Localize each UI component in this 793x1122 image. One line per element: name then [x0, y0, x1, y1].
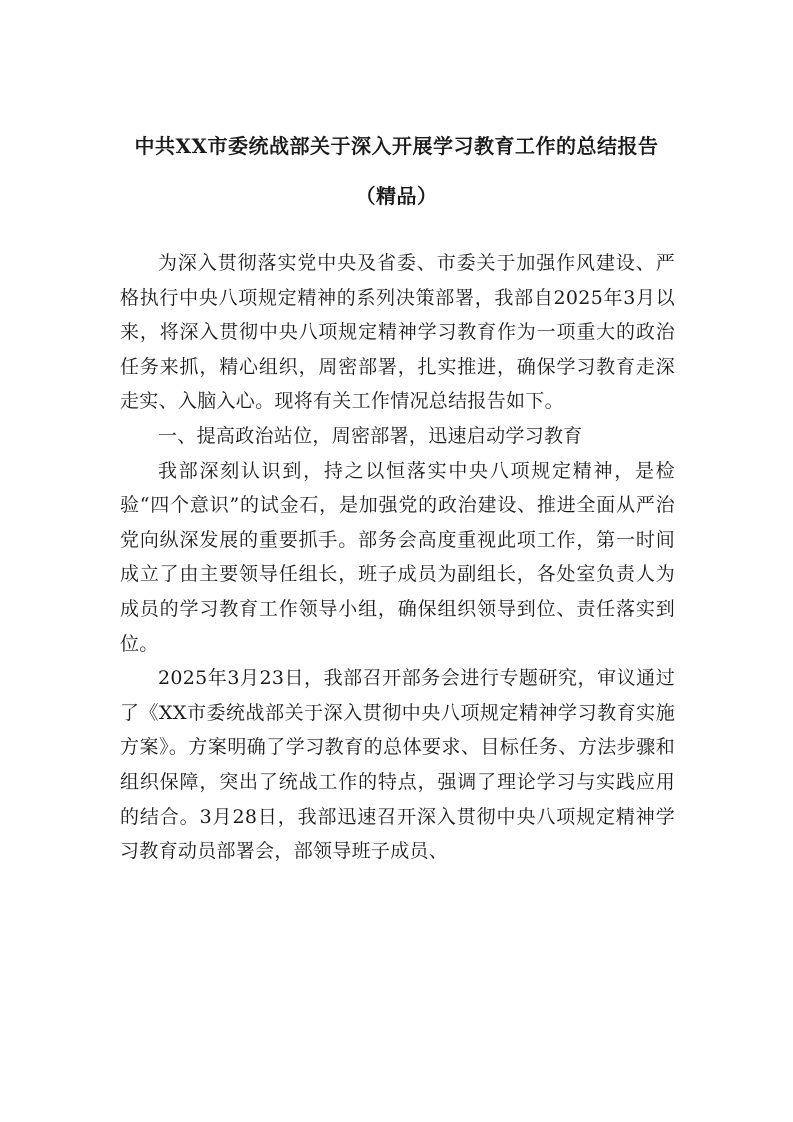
paragraph-section1-a: 我部深刻认识到，持之以恒落实中央八项规定精神，是检验“四个意识”的试金石，是加强党的政治建设、推进全面从严治党向纵深发展的重要抓手。部务会高度重视此项工作，第一时间成立了由主要领导任组长，班子成员为副组长，各处室负责人为成员的学习教育工作领导小组，确保组织领导到位、责任落实到位。: [120, 459, 675, 655]
paragraph-intro: 为深入贯彻落实党中央及省委、市委关于加强作风建设、严格执行中央八项规定精神的系列决策部署，我部自2025年3月以来，将深入贯彻中央八项规定精神学习教育作为一项重大的政治任务来抓，精心组织，周密部署，扎实推进，确保学习教育走深走实、入脑入心。现将有关工作情况总结报告如下。: [120, 252, 675, 413]
paragraph-section1-b: 2025年3月23日，我部召开部务会进行专题研究，审议通过了《XX市委统战部关于深入贯彻中央八项规定精神学习教育实施方案》。方案明确了学习教育的总体要求、目标任务、方法步骤和组织保障，突出了统战工作的特点，强调了理论学习与实践应用的结合。3月28日，我部迅速召开深入贯彻中央八项规定精神学习教育动员部署会，部领导班子成员、: [120, 667, 675, 863]
document-title: 中共XX市委统战部关于深入开展学习教育工作的总结报告: [134, 134, 659, 158]
section-heading-1: 一、提高政治站位，周密部署，迅速启动学习教育: [158, 424, 583, 447]
document-body: [120, 246, 675, 869]
document-subtitle: （精品）: [355, 184, 438, 208]
